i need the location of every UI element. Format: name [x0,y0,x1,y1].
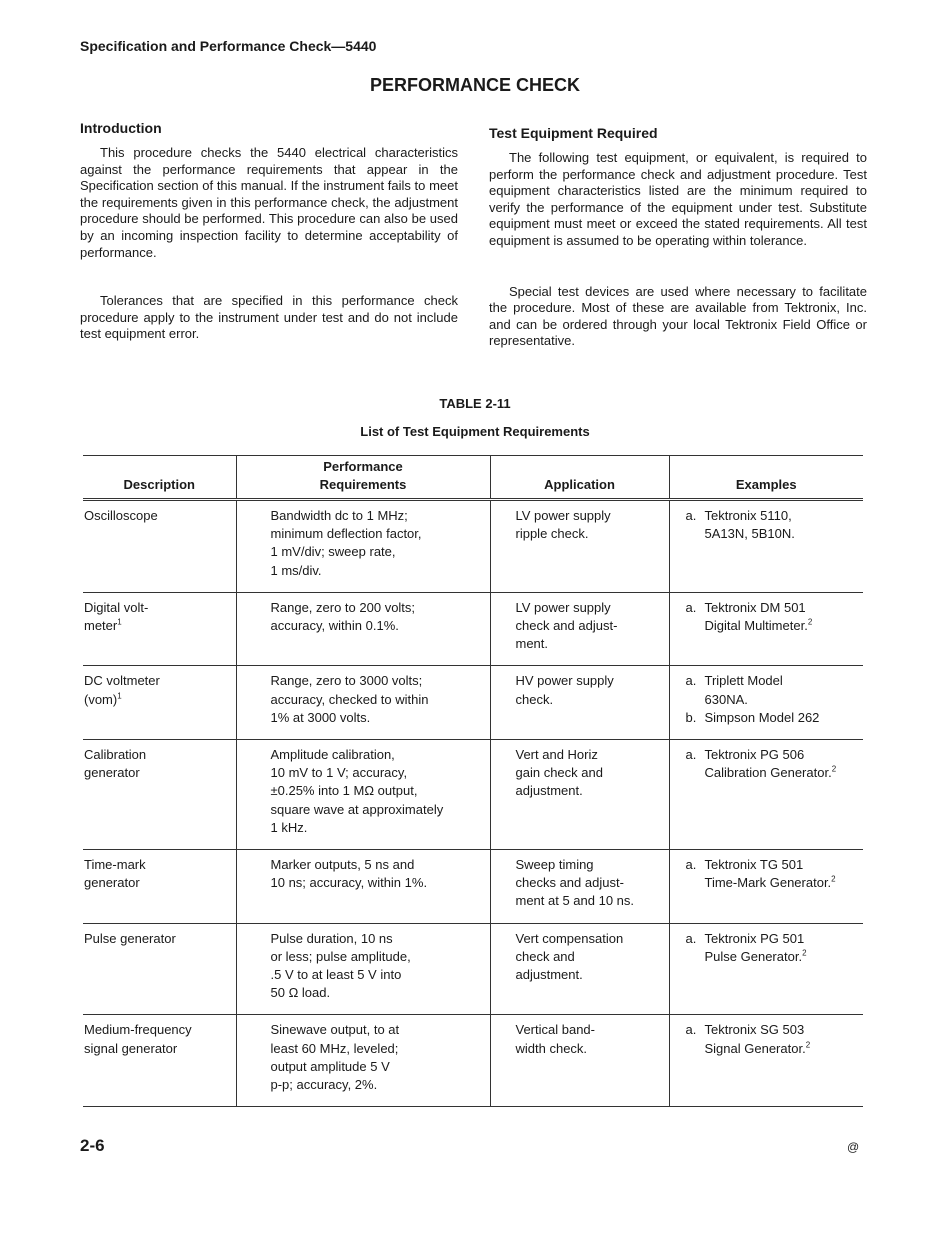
test-equipment-section [489,125,867,350]
footnote-marker: 2 [831,874,836,884]
footnote-marker: 2 [831,764,837,774]
cell-examples [669,740,863,850]
example-item: a. Tektronix TG 501 Time-Mark Generator.$^2$ [685,857,836,891]
table-row [83,923,863,1015]
cell-requirements: Amplitude calibration, 10 mV to 1 V; accuracy, ±0.25% into 1 MΩ output, square wave at approximately 1 kHz. [236,740,490,850]
cell-application: LV power supply check and adjust- ment. [490,592,669,666]
cell-application: Vert compensation check and adjustment. [490,923,669,1015]
footnote-marker: 2 [805,1040,811,1050]
footnote-marker: 1 [117,691,122,701]
cell-description: Digital volt- meter$^1$ [83,592,236,666]
cell-examples [669,850,863,924]
footnote-marker: 2 [807,617,813,627]
cell-examples [669,666,863,740]
table-title: TABLE 2-11 [439,396,511,411]
cell-description: DC voltmeter (vom)$^1$ [83,666,236,740]
header-application: Application [490,456,669,500]
cell-examples [669,592,863,666]
test-equipment-paragraph-1: The following test equipment, or equivalent, is required to perform the performance check and adjustment procedure. Test equipment characteristics listed are the minimum required to verify the performance of the equipment under test. Substitute equipment must meet or exceed the stated requirements. All test equipment is assumed to be operating within tolerance. [489,150,867,248]
running-header: Specification and Performance Check—5440 [80,38,377,54]
cell-requirements: Sinewave output, to at least 60 MHz, leveled; output amplitude 5 V p-p; accuracy, 2%. [236,1015,490,1107]
cell-description: Calibration generator [83,740,236,850]
example-item: a. Tektronix DM 501 Digital Multimeter.$^2$ [685,599,813,634]
cell-requirements: Range, zero to 200 volts; accuracy, within 0.1%. [236,592,490,666]
footnote-marker: 2 [802,948,807,958]
table-row [83,500,863,593]
introduction-heading: Introduction [80,120,162,136]
cell-requirements: Bandwidth dc to 1 MHz; minimum deflection factor, 1 mV/div; sweep rate, 1 ms/div. [236,500,490,593]
header-description: Description [83,456,236,500]
header-examples: Examples [669,456,863,500]
table-row [83,850,863,924]
cell-application: Vertical band- width check. [490,1015,669,1107]
introduction-paragraph-2: Tolerances that are specified in this performance check procedure apply to the instrument under test and do not include test equipment error. [80,293,458,342]
cell-requirements: Range, zero to 3000 volts; accuracy, checked to within 1% at 3000 volts. [236,666,490,740]
cell-application: HV power supply check. [490,666,669,740]
cell-examples [669,500,863,593]
example-item: a. Tektronix PG 501 Pulse Generator.$^2$ [685,930,807,964]
table-header-row [83,456,863,500]
cell-examples [669,1015,863,1107]
table-row [83,666,863,740]
table-body [83,500,863,1107]
test-equipment-paragraph-2: Special test devices are used where necessary to facilitate the procedure. Most of these are available from Tektronix, Inc. and can be ordered through your local Tektronix Field Office or representative. [489,283,867,349]
cell-application: LV power supply ripple check. [490,500,669,593]
cell-description: Oscilloscope [83,500,236,593]
cell-application: Vert and Horiz gain check and adjustment. [490,740,669,850]
table-row [83,740,863,850]
cell-application: Sweep timing checks and adjust- ment at 5 and 10 ns. [490,850,669,924]
table-row [83,1015,863,1107]
test-equipment-table [83,455,863,1107]
cell-requirements: Marker outputs, 5 ns and 10 ns; accuracy, within 1%. [236,850,490,924]
example-item: a. Tektronix PG 506 Calibration Generator.$^2$ [685,747,837,781]
cell-description: Medium-frequency signal generator [83,1015,236,1107]
page-title: PERFORMANCE CHECK [369,75,580,95]
header-performance-requirements: Performance Requirements [236,456,490,500]
example-item: a. Tektronix 5110, 5A13N, 5B10N. [685,508,795,542]
page-number: 2-6 [80,1136,105,1155]
footnote-marker: 1 [117,617,122,627]
table-subtitle: List of Test Equipment Requirements [360,424,590,439]
introduction-section [80,120,458,343]
cell-requirements: Pulse duration, 10 ns or less; pulse amplitude, .5 V to at least 5 V into 50 Ω load. [236,923,490,1015]
example-item: b. Simpson Model 262 [685,709,820,725]
test-equipment-heading: Test Equipment Required [489,125,658,141]
footer-mark: @ [847,1140,860,1154]
introduction-paragraph-1: This procedure checks the 5440 electrical characteristics against the performance requirements that appear in the Specification section of this manual. If the instrument fails to meet the requirements given in this performance check, the adjustment procedure should be performed. This procedure can also be used by an incoming inspection facility to determine acceptability of performance. [80,145,458,260]
table-row [83,592,863,666]
example-item: a. Triplett Model 630NA. [685,673,783,707]
cell-description: Time-mark generator [83,850,236,924]
cell-description: Pulse generator [83,923,236,1015]
cell-examples [669,923,863,1015]
example-item: a. Tektronix SG 503 Signal Generator.$^2$ [685,1022,811,1056]
